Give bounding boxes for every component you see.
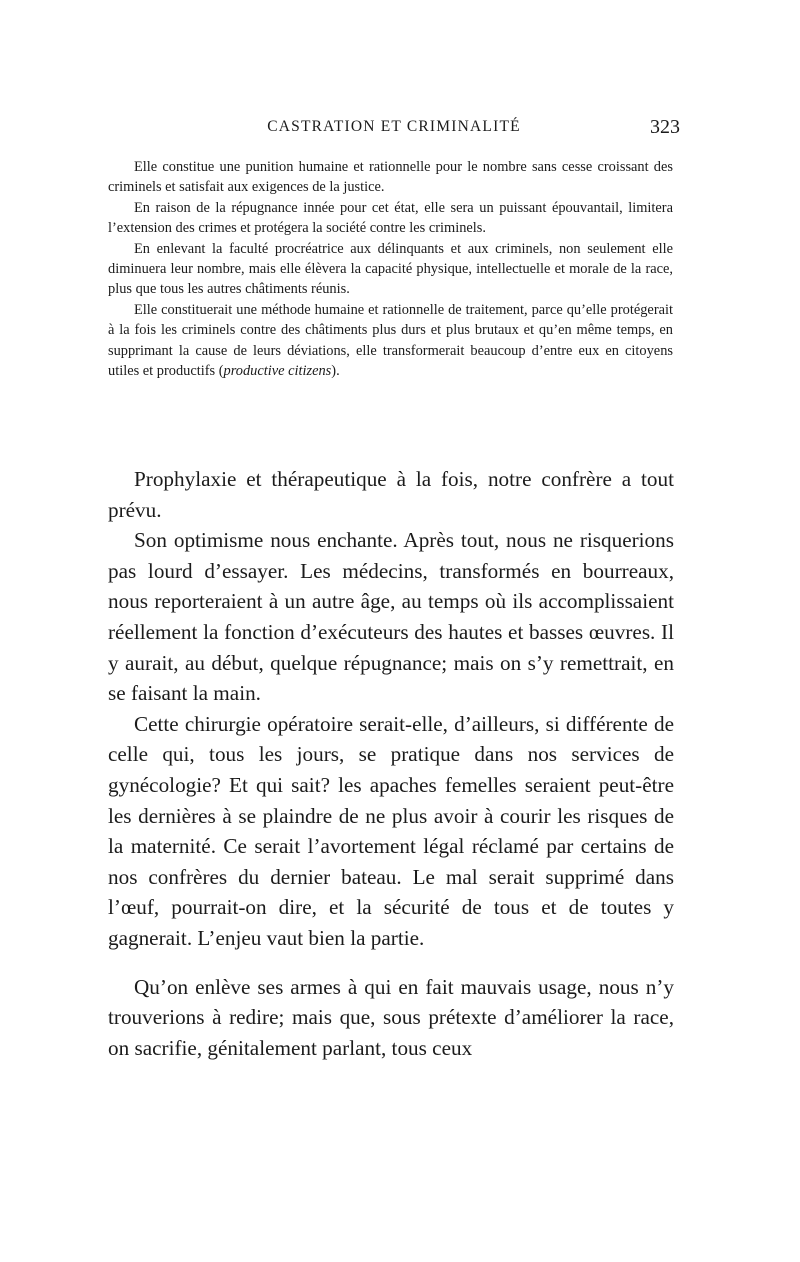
quote-paragraph-last (108, 300, 673, 382)
page-number: 323 (650, 116, 680, 138)
body-paragraph: Qu’on enlève ses armes à qui en fait mauvais usage, nous n’y trouverions à redire; mais que, sous prétexte d’améliorer la race, on sacrifie, génitalement parlant, tous ceux (108, 974, 674, 1060)
quote-text: Elle constituerait une méthode humaine et rationnelle de traitement, parce qu’elle protégerait à la fois les criminels contre des châtiments plus durs et plus brutaux et qu’en même temps, en supprimant la cause de leurs déviations, elle transformerait beaucoup d’entre eux en citoyens utiles et productifs ( (108, 301, 673, 380)
body-paragraph: Prophylaxie et thérapeutique à la fois, notre confrère a tout prévu. (108, 467, 674, 522)
body-paragraph: Cette chirurgie opératoire serait-elle, d’ailleurs, si différente de celle qui, tous les jours, se pratique dans nos services de gynécologie? Et qui sait? les apaches femelles seraient peut-être les dernières à se plaindre de ne plus avoir à courir les risques de la maternité. Ce serait l’avortement légal réclamé par certains de nos confrères du dernier bateau. Le mal serait supprimé dans l’œuf, pourrait-on dire, et la sécurité de tous et de toutes y gagnerait. L’enjeu vaut bien la partie. (108, 711, 674, 950)
quote-paragraph: Elle constitue une punition humaine et rationnelle pour le nombre sans cesse croissant des criminels et satisfait aux exigences de la justice. (108, 159, 673, 196)
running-title: CASTRATION ET CRIMINALITÉ (267, 118, 521, 135)
body-paragraph: Son optimisme nous enchante. Après tout, nous ne risquerions pas lourd d’essayer. Les médecins, transformés en bourreaux, nous reporteraient à un autre âge, au temps où ils accomplissaient réellement la fonction d’exécuteurs des hautes et basses œuvres. Il y aurait, au début, quelque répugnance; mais on s’y remettrait, en se faisant la main. (108, 528, 674, 706)
running-head (108, 116, 680, 144)
quote-italic-term: productive citizens (223, 363, 332, 380)
quoted-block (108, 157, 673, 381)
quote-closing: ). (331, 363, 340, 380)
quote-paragraph: En raison de la répugnance innée pour cet état, elle sera un puissant épouvantail, limitera l’extension des crimes et protégera la société contre les criminels. (108, 199, 673, 237)
main-text (108, 464, 674, 1063)
quote-paragraph: En enlevant la faculté procréatrice aux délinquants et aux criminels, non seulement elle diminuera leur nombre, mais elle élèvera la capacité physique, intellectuelle et morale de la race, plus que tous les autres châtiments réunis. (108, 240, 673, 298)
